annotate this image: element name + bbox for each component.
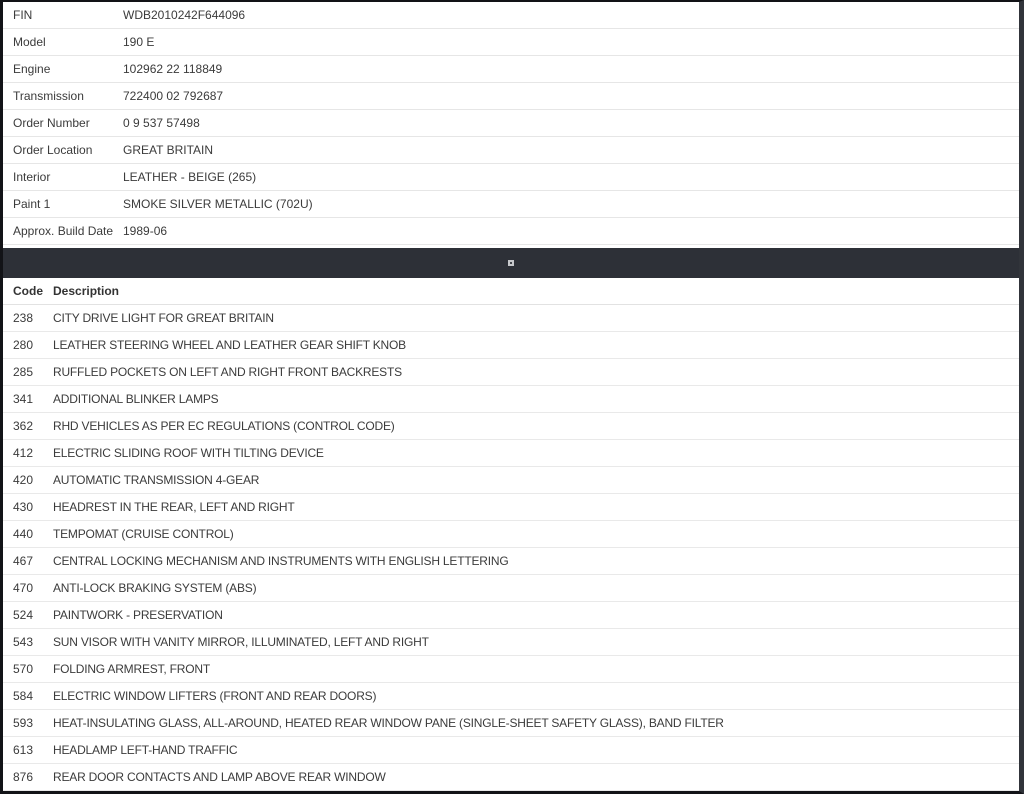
info-row: [3, 164, 1019, 191]
options-table: [3, 278, 1019, 791]
info-row: [3, 29, 1019, 56]
info-row-label: Interior: [13, 170, 51, 184]
option-description: HEADREST IN THE REAR, LEFT AND RIGHT: [53, 500, 295, 514]
option-code: 238: [13, 311, 34, 325]
option-code: 570: [13, 662, 34, 676]
info-row-value: LEATHER - BEIGE (265): [123, 170, 257, 184]
option-code: 524: [13, 608, 34, 622]
option-code: 280: [13, 338, 34, 352]
option-row: [3, 305, 1019, 332]
option-row: [3, 764, 1019, 791]
option-description: ADDITIONAL BLINKER LAMPS: [53, 392, 219, 406]
vehicle-info-table: [3, 2, 1019, 245]
info-row-label: Order Number: [13, 116, 90, 130]
option-code: 430: [13, 500, 34, 514]
option-description: FOLDING ARMREST, FRONT: [53, 662, 210, 676]
option-row: [3, 575, 1019, 602]
option-description: RHD VEHICLES AS PER EC REGULATIONS (CONTROL CODE): [53, 419, 395, 433]
info-row-value: 190 E: [123, 35, 155, 49]
option-description: ANTI-LOCK BRAKING SYSTEM (ABS): [53, 581, 257, 595]
info-row: [3, 110, 1019, 137]
info-row-label: Model: [13, 35, 46, 49]
option-row: [3, 386, 1019, 413]
option-description: RUFFLED POCKETS ON LEFT AND RIGHT FRONT BACKRESTS: [53, 365, 402, 379]
option-row: [3, 629, 1019, 656]
info-row: [3, 2, 1019, 29]
option-code: 593: [13, 716, 34, 730]
info-row-value: 102962 22 118849: [123, 62, 223, 76]
option-row: [3, 602, 1019, 629]
info-row-value: 0 9 537 57498: [123, 116, 200, 130]
option-description: AUTOMATIC TRANSMISSION 4-GEAR: [53, 473, 260, 487]
option-row: [3, 359, 1019, 386]
info-row: [3, 191, 1019, 218]
option-code: 285: [13, 365, 34, 379]
option-description: REAR DOOR CONTACTS AND LAMP ABOVE REAR WINDOW: [53, 770, 386, 784]
option-code: 440: [13, 527, 34, 541]
option-row: [3, 440, 1019, 467]
info-row-label: Paint 1: [13, 197, 51, 211]
pane-divider[interactable]: [3, 248, 1019, 278]
option-row: [3, 521, 1019, 548]
option-code: 420: [13, 473, 34, 487]
option-code: 362: [13, 419, 34, 433]
option-row: [3, 710, 1019, 737]
option-description: HEAT-INSULATING GLASS, ALL-AROUND, HEATED REAR WINDOW PANE (SINGLE-SHEET SAFETY GLASS), BAND FILTER: [53, 716, 724, 730]
option-code: 613: [13, 743, 34, 757]
option-row: [3, 332, 1019, 359]
option-code: 470: [13, 581, 34, 595]
option-description: SUN VISOR WITH VANITY MIRROR, ILLUMINATED, LEFT AND RIGHT: [53, 635, 429, 649]
info-row-value: GREAT BRITAIN: [123, 143, 214, 157]
option-row: [3, 548, 1019, 575]
info-row: [3, 56, 1019, 83]
option-description: PAINTWORK - PRESERVATION: [53, 608, 223, 622]
option-description: TEMPOMAT (CRUISE CONTROL): [53, 527, 234, 541]
option-row: [3, 467, 1019, 494]
option-description: ELECTRIC SLIDING ROOF WITH TILTING DEVICE: [53, 446, 324, 460]
info-row-label: Transmission: [13, 89, 84, 103]
option-description: CITY DRIVE LIGHT FOR GREAT BRITAIN: [53, 311, 274, 325]
info-row-label: Order Location: [13, 143, 93, 157]
info-row: [3, 137, 1019, 164]
options-header-code: Code: [13, 284, 43, 298]
info-row-value: 722400 02 792687: [123, 89, 224, 103]
info-row-value: WDB2010242F644096: [123, 8, 246, 22]
info-row-label: Approx. Build Date: [13, 224, 114, 238]
option-description: HEADLAMP LEFT-HAND TRAFFIC: [53, 743, 238, 757]
option-code: 341: [13, 392, 34, 406]
option-row: [3, 494, 1019, 521]
option-code: 412: [13, 446, 34, 460]
option-row: [3, 656, 1019, 683]
option-row: [3, 413, 1019, 440]
drag-handle-dot-icon: [508, 260, 514, 266]
options-header-row: [3, 278, 1019, 305]
option-row: [3, 737, 1019, 764]
option-description: ELECTRIC WINDOW LIFTERS (FRONT AND REAR DOORS): [53, 689, 377, 703]
info-row: [3, 83, 1019, 110]
option-code: 543: [13, 635, 34, 649]
info-row-label: FIN: [13, 8, 33, 22]
options-header-description: Description: [53, 284, 120, 298]
info-row-label: Engine: [13, 62, 51, 76]
option-description: LEATHER STEERING WHEEL AND LEATHER GEAR SHIFT KNOB: [53, 338, 406, 352]
option-description: CENTRAL LOCKING MECHANISM AND INSTRUMENTS WITH ENGLISH LETTERING: [53, 554, 509, 568]
option-code: 876: [13, 770, 34, 784]
options-table-body: [3, 305, 1019, 791]
info-row-value: SMOKE SILVER METALLIC (702U): [123, 197, 313, 211]
option-row: [3, 683, 1019, 710]
option-code: 467: [13, 554, 34, 568]
info-row-value: 1989-06: [123, 224, 168, 238]
option-code: 584: [13, 689, 34, 703]
info-row: [3, 218, 1019, 245]
